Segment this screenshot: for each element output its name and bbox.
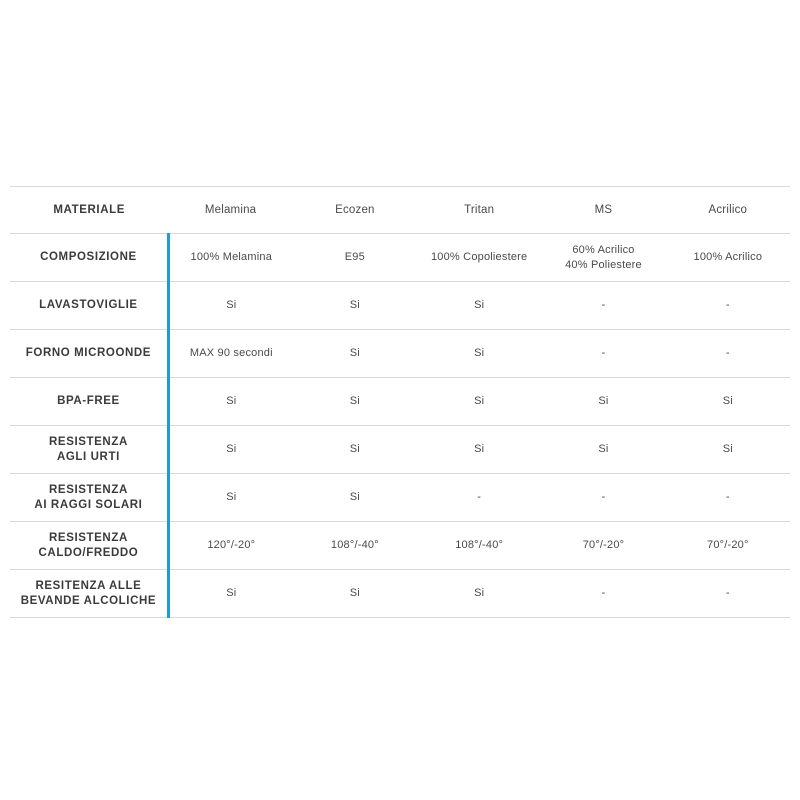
table-cell: Si bbox=[168, 282, 292, 330]
table-row-label: RESITENZA ALLE BEVANDE ALCOLICHE bbox=[10, 570, 168, 618]
table-cell: - bbox=[541, 474, 665, 522]
materials-comparison-table-wrap bbox=[10, 186, 790, 618]
table-cell: Si bbox=[666, 426, 790, 474]
table-cell: Si bbox=[293, 378, 417, 426]
table-cell: - bbox=[417, 474, 541, 522]
table-row bbox=[10, 234, 790, 282]
table-row-label: BPA-FREE bbox=[10, 378, 168, 426]
table-row bbox=[10, 378, 790, 426]
table-header-row bbox=[10, 187, 790, 234]
table-cell: Si bbox=[293, 426, 417, 474]
table-cell: E95 bbox=[293, 234, 417, 282]
table-row bbox=[10, 474, 790, 522]
table-cell: - bbox=[541, 330, 665, 378]
table-cell: Si bbox=[293, 570, 417, 618]
materials-comparison-table bbox=[10, 186, 790, 618]
table-cell: Si bbox=[417, 330, 541, 378]
table-cell: - bbox=[666, 570, 790, 618]
table-row-label: LAVASTOVIGLIE bbox=[10, 282, 168, 330]
table-row-label: RESISTENZA AI RAGGI SOLARI bbox=[10, 474, 168, 522]
table-cell: 60% Acrilico 40% Poliestere bbox=[541, 234, 665, 282]
table-cell: 100% Acrilico bbox=[666, 234, 790, 282]
table-row bbox=[10, 570, 790, 618]
table-cell: - bbox=[541, 570, 665, 618]
table-cell: Si bbox=[417, 570, 541, 618]
table-cell: Si bbox=[417, 282, 541, 330]
table-cell: - bbox=[666, 474, 790, 522]
table-cell: MAX 90 secondi bbox=[168, 330, 292, 378]
table-cell: 70°/-20° bbox=[541, 522, 665, 570]
table-row-label: RESISTENZA AGLI URTI bbox=[10, 426, 168, 474]
table-column-header: Acrilico bbox=[666, 187, 790, 234]
table-row-label: COMPOSIZIONE bbox=[10, 234, 168, 282]
table-cell: 100% Melamina bbox=[168, 234, 292, 282]
table-cell: 120°/-20° bbox=[168, 522, 292, 570]
table-column-header: Ecozen bbox=[293, 187, 417, 234]
table-cell: Si bbox=[541, 426, 665, 474]
table-cell: Si bbox=[417, 426, 541, 474]
table-row bbox=[10, 522, 790, 570]
table-column-header: MS bbox=[541, 187, 665, 234]
table-cell: 108°/-40° bbox=[293, 522, 417, 570]
table-cell: 70°/-20° bbox=[666, 522, 790, 570]
table-cell: Si bbox=[293, 474, 417, 522]
table-cell: Si bbox=[168, 570, 292, 618]
table-cell: Si bbox=[666, 378, 790, 426]
table-cell: - bbox=[541, 282, 665, 330]
table-row-label: FORNO MICROONDE bbox=[10, 330, 168, 378]
table-cell: - bbox=[666, 330, 790, 378]
table-row bbox=[10, 426, 790, 474]
table-column-header: Tritan bbox=[417, 187, 541, 234]
table-cell: Si bbox=[293, 282, 417, 330]
table-cell: - bbox=[666, 282, 790, 330]
table-cell: Si bbox=[168, 426, 292, 474]
table-row-label: RESISTENZA CALDO/FREDDO bbox=[10, 522, 168, 570]
table-cell: 108°/-40° bbox=[417, 522, 541, 570]
table-cell: Si bbox=[541, 378, 665, 426]
table-cell: Si bbox=[293, 330, 417, 378]
table-header-materiale: MATERIALE bbox=[10, 187, 168, 234]
table-row bbox=[10, 282, 790, 330]
table-cell: Si bbox=[168, 378, 292, 426]
table-column-header: Melamina bbox=[168, 187, 292, 234]
table-row bbox=[10, 330, 790, 378]
table-cell: 100% Copoliestere bbox=[417, 234, 541, 282]
table-cell: Si bbox=[417, 378, 541, 426]
table-cell: Si bbox=[168, 474, 292, 522]
